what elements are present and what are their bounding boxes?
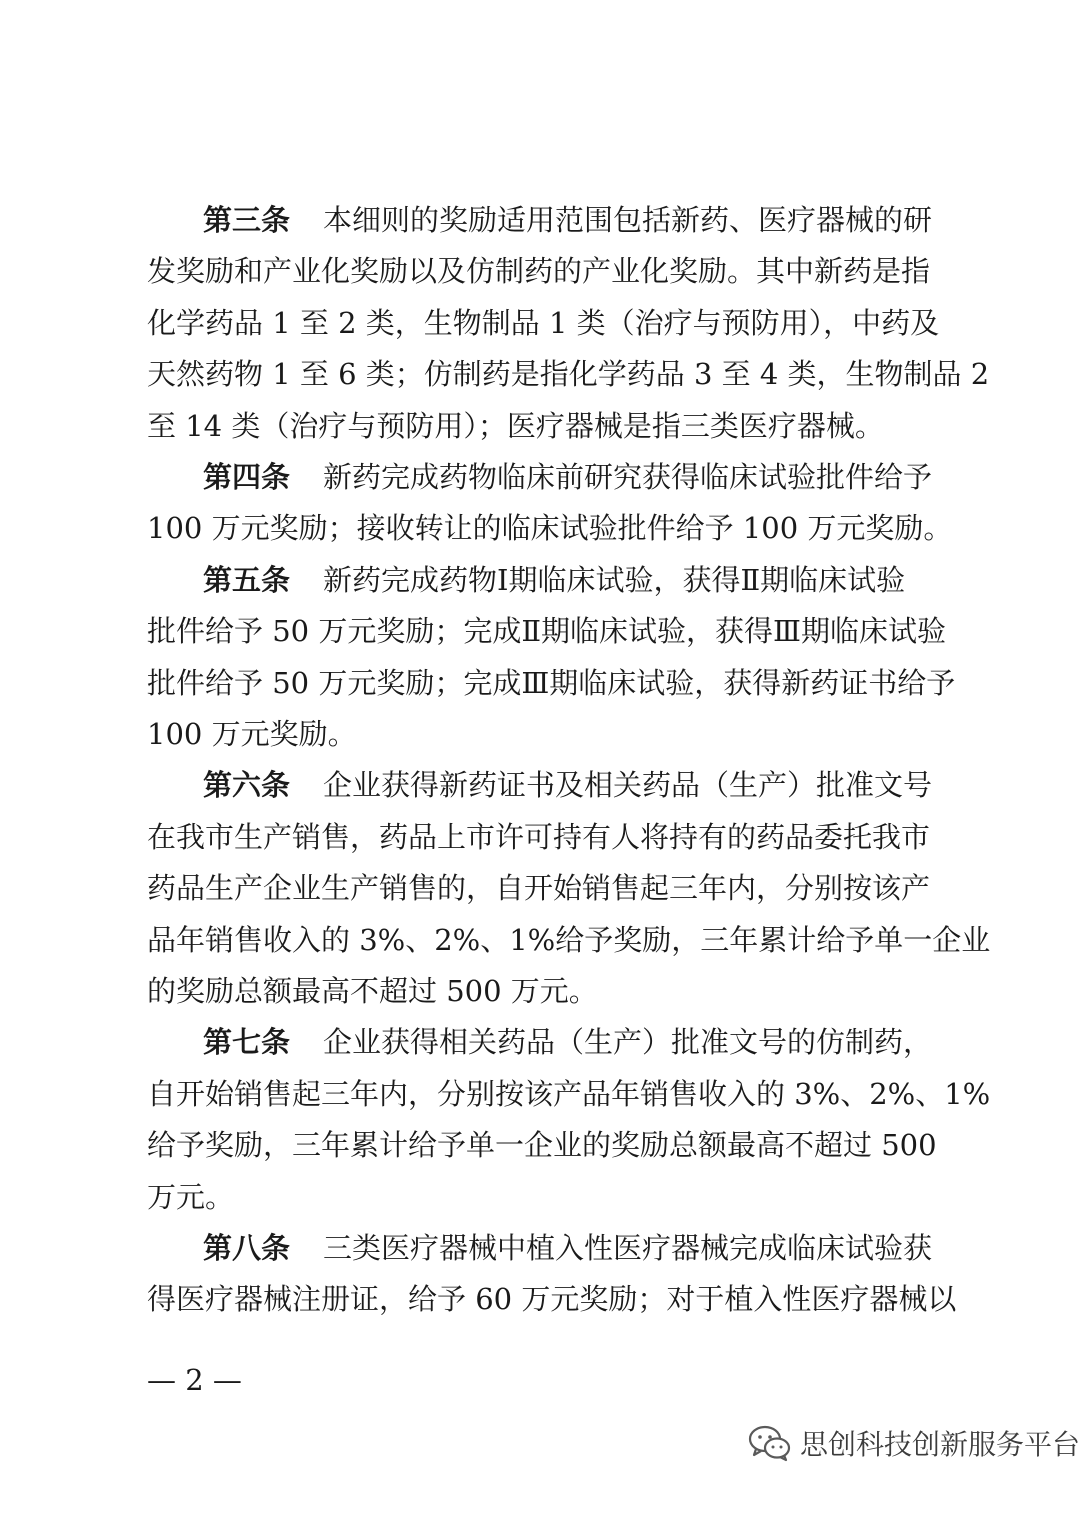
- article-8-line-1: [0, 1223, 1080, 1273]
- article-3-line-1: [0, 195, 1080, 245]
- article-text: 至 14 类（治疗与预防用）；医疗器械是指三类医疗器械。: [147, 409, 884, 443]
- article-4-line-1: [0, 452, 1080, 502]
- article-5-line-3: [0, 658, 1080, 708]
- article-text: 品年销售收入的 3%、2%、1%给予奖励，三年累计给予单一企业: [147, 923, 991, 957]
- article-text: 新药完成药物临床前研究获得临床试验批件给予: [323, 460, 933, 494]
- article-6-line-2: [0, 812, 1080, 862]
- article-text: 在我市生产销售，药品上市许可持有人将持有的药品委托我市: [147, 820, 931, 854]
- watermark-text: 思创科技创新服务平台: [800, 1428, 1080, 1461]
- article-text: 三类医疗器械中植入性医疗器械完成临床试验获: [323, 1231, 933, 1265]
- article-text: 自开始销售起三年内，分别按该产品年销售收入的 3%、2%、1%: [147, 1077, 991, 1111]
- article-heading: 第八条: [203, 1231, 291, 1265]
- article-heading: 第六条: [203, 768, 291, 802]
- article-text: 批件给予 50 万元奖励；完成Ⅱ期临床试验，获得Ⅲ期临床试验: [147, 614, 947, 648]
- article-text: 企业获得新药证书及相关药品（生产）批准文号: [323, 768, 933, 802]
- article-5-line-2: [0, 606, 1080, 656]
- article-text: 批件给予 50 万元奖励；完成Ⅲ期临床试验，获得新药证书给予: [147, 666, 956, 700]
- article-7-line-4: [0, 1172, 1080, 1222]
- article-text: 天然药物 1 至 6 类；仿制药是指化学药品 3 至 4 类，生物制品 2: [147, 357, 990, 391]
- article-3-line-5: [0, 401, 1080, 451]
- article-3-line-3: [0, 298, 1080, 348]
- article-3-line-2: [0, 246, 1080, 296]
- article-text: 企业获得相关药品（生产）批准文号的仿制药，: [323, 1025, 933, 1059]
- article-text: 新药完成药物Ⅰ期临床试验，获得Ⅱ期临床试验: [323, 563, 906, 597]
- article-6-line-3: [0, 863, 1080, 913]
- article-text: 万元。: [147, 1180, 235, 1214]
- article-heading: 第三条: [203, 203, 291, 237]
- article-text: 发奖励和产业化奖励以及仿制药的产业化奖励。其中新药是指: [147, 254, 931, 288]
- article-heading: 第七条: [203, 1025, 291, 1059]
- article-text: 给予奖励，三年累计给予单一企业的奖励总额最高不超过 500: [147, 1128, 937, 1162]
- article-text: 化学药品 1 至 2 类，生物制品 1 类（治疗与预防用），中药及: [147, 306, 940, 340]
- article-text: 得医疗器械注册证，给予 60 万元奖励；对于植入性医疗器械以: [147, 1282, 957, 1316]
- article-text: 100 万元奖励。: [147, 717, 357, 751]
- article-4-line-2: [0, 503, 1080, 553]
- watermark: [748, 1418, 1080, 1468]
- article-6-line-5: [0, 966, 1080, 1016]
- article-8-line-2: [0, 1274, 1080, 1324]
- article-text: 药品生产企业生产销售的，自开始销售起三年内，分别按该产: [147, 871, 931, 905]
- wechat-icon: [748, 1424, 792, 1462]
- article-text: 的奖励总额最高不超过 500 万元。: [147, 974, 598, 1008]
- article-text: 100 万元奖励；接收转让的临床试验批件给予 100 万元奖励。: [147, 511, 953, 545]
- article-text: 本细则的奖励适用范围包括新药、医疗器械的研: [323, 203, 933, 237]
- article-5-line-4: [0, 709, 1080, 759]
- article-7-line-3: [0, 1120, 1080, 1170]
- article-heading: 第五条: [203, 563, 291, 597]
- article-6-line-4: [0, 915, 1080, 965]
- article-6-line-1: [0, 760, 1080, 810]
- article-7-line-1: [0, 1017, 1080, 1067]
- article-5-line-1: [0, 555, 1080, 605]
- article-heading: 第四条: [203, 460, 291, 494]
- article-3-line-4: [0, 349, 1080, 399]
- article-7-line-2: [0, 1069, 1080, 1119]
- page-number: — 2 —: [147, 1363, 242, 1397]
